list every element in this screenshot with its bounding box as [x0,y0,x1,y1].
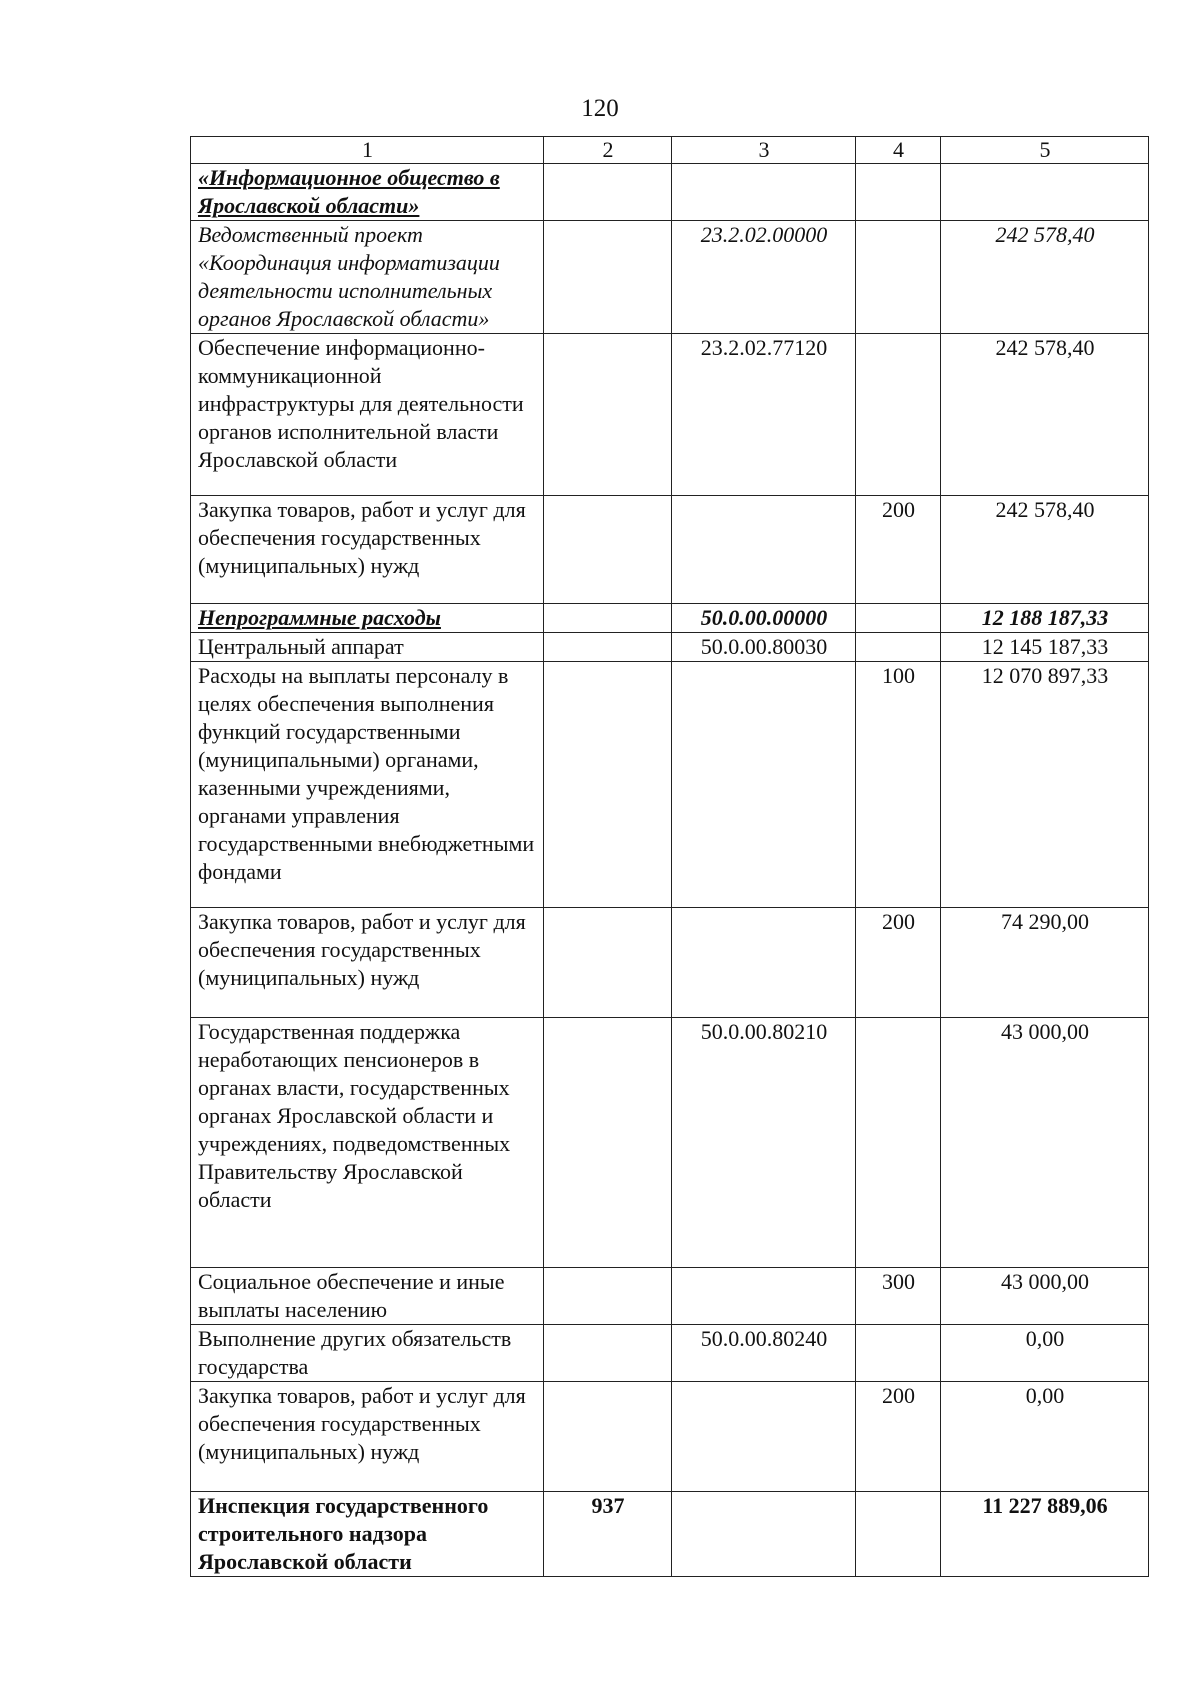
row-chapter [544,496,672,604]
table-row [191,662,1149,908]
row-chapter [544,221,672,334]
row-expense-type: 200 [856,496,941,604]
row-chapter [544,908,672,1018]
row-target-code: 50.0.00.00000 [672,604,856,633]
row-chapter [544,1018,672,1268]
row-amount: 242 578,40 [941,334,1149,496]
row-name: Расходы на выплаты персоналу в целях обеспечения выполнения функций государственными (муниципальными) органами, казенными учреждениями, органами управления государственными внебюджетными фондами [191,662,544,908]
table-row [191,164,1149,221]
header-col-3: 3 [672,137,856,164]
row-target-code [672,496,856,604]
row-amount: 0,00 [941,1325,1149,1382]
page-number: 120 [581,95,619,122]
table-row [191,1018,1149,1268]
row-chapter [544,604,672,633]
row-target-code [672,164,856,221]
row-name: Непрограммные расходы [191,604,544,633]
header-col-5: 5 [941,137,1149,164]
row-amount: 11 227 889,06 [941,1492,1149,1577]
row-expense-type: 100 [856,662,941,908]
row-name: Закупка товаров, работ и услуг для обеспечения государственных (муниципальных) нужд [191,908,544,1018]
row-target-code [672,1382,856,1492]
row-target-code [672,908,856,1018]
table-row [191,1268,1149,1325]
row-amount: 74 290,00 [941,908,1149,1018]
table-row [191,604,1149,633]
row-expense-type [856,1325,941,1382]
row-chapter [544,633,672,662]
row-chapter [544,334,672,496]
row-amount: 0,00 [941,1382,1149,1492]
row-target-code: 50.0.00.80030 [672,633,856,662]
header-row [191,137,1149,164]
row-chapter [544,1268,672,1325]
row-target-code [672,1492,856,1577]
header-col-4: 4 [856,137,941,164]
row-chapter: 937 [544,1492,672,1577]
table-row [191,908,1149,1018]
row-name: Инспекция государственного строительного надзора Ярославской области [191,1492,544,1577]
row-name: Социальное обеспечение и иные выплаты населению [191,1268,544,1325]
row-expense-type [856,1018,941,1268]
row-expense-type [856,164,941,221]
row-target-code: 50.0.00.80240 [672,1325,856,1382]
row-name: Государственная поддержка неработающих пенсионеров в органах власти, государственных органах Ярославской области и учреждениях, подведомственных Правительству Ярославской области [191,1018,544,1268]
table-row [191,633,1149,662]
row-expense-type: 200 [856,908,941,1018]
header-col-2: 2 [544,137,672,164]
row-target-code: 23.2.02.00000 [672,221,856,334]
row-name: Ведомственный проект «Координация информатизации деятельности исполнительных органов Ярославской области» [191,221,544,334]
row-chapter [544,164,672,221]
row-target-code: 23.2.02.77120 [672,334,856,496]
row-target-code: 50.0.00.80210 [672,1018,856,1268]
row-amount: 12 070 897,33 [941,662,1149,908]
row-name: Центральный аппарат [191,633,544,662]
table-row [191,1382,1149,1492]
table-row [191,334,1149,496]
row-expense-type [856,1492,941,1577]
row-name: Закупка товаров, работ и услуг для обеспечения государственных (муниципальных) нужд [191,496,544,604]
row-chapter [544,1382,672,1492]
row-amount: 242 578,40 [941,496,1149,604]
table-row [191,1492,1149,1577]
row-expense-type [856,221,941,334]
row-expense-type [856,633,941,662]
row-amount: 43 000,00 [941,1018,1149,1268]
table-row [191,496,1149,604]
row-chapter [544,1325,672,1382]
row-target-code [672,662,856,908]
row-amount [941,164,1149,221]
row-amount: 43 000,00 [941,1268,1149,1325]
row-name: Обеспечение информационно-коммуникационной инфраструктуры для деятельности органов исполнительной власти Ярославской области [191,334,544,496]
table-row [191,1325,1149,1382]
row-name: Выполнение других обязательств государства [191,1325,544,1382]
row-amount: 12 145 187,33 [941,633,1149,662]
table-row [191,221,1149,334]
row-target-code [672,1268,856,1325]
row-name: Закупка товаров, работ и услуг для обеспечения государственных (муниципальных) нужд [191,1382,544,1492]
row-amount: 242 578,40 [941,221,1149,334]
row-expense-type [856,334,941,496]
header-col-1: 1 [191,137,544,164]
budget-table [190,136,1149,1577]
row-chapter [544,662,672,908]
row-name: «Информационное общество в Ярославской области» [191,164,544,221]
row-expense-type [856,604,941,633]
row-amount: 12 188 187,33 [941,604,1149,633]
row-expense-type: 300 [856,1268,941,1325]
row-expense-type: 200 [856,1382,941,1492]
